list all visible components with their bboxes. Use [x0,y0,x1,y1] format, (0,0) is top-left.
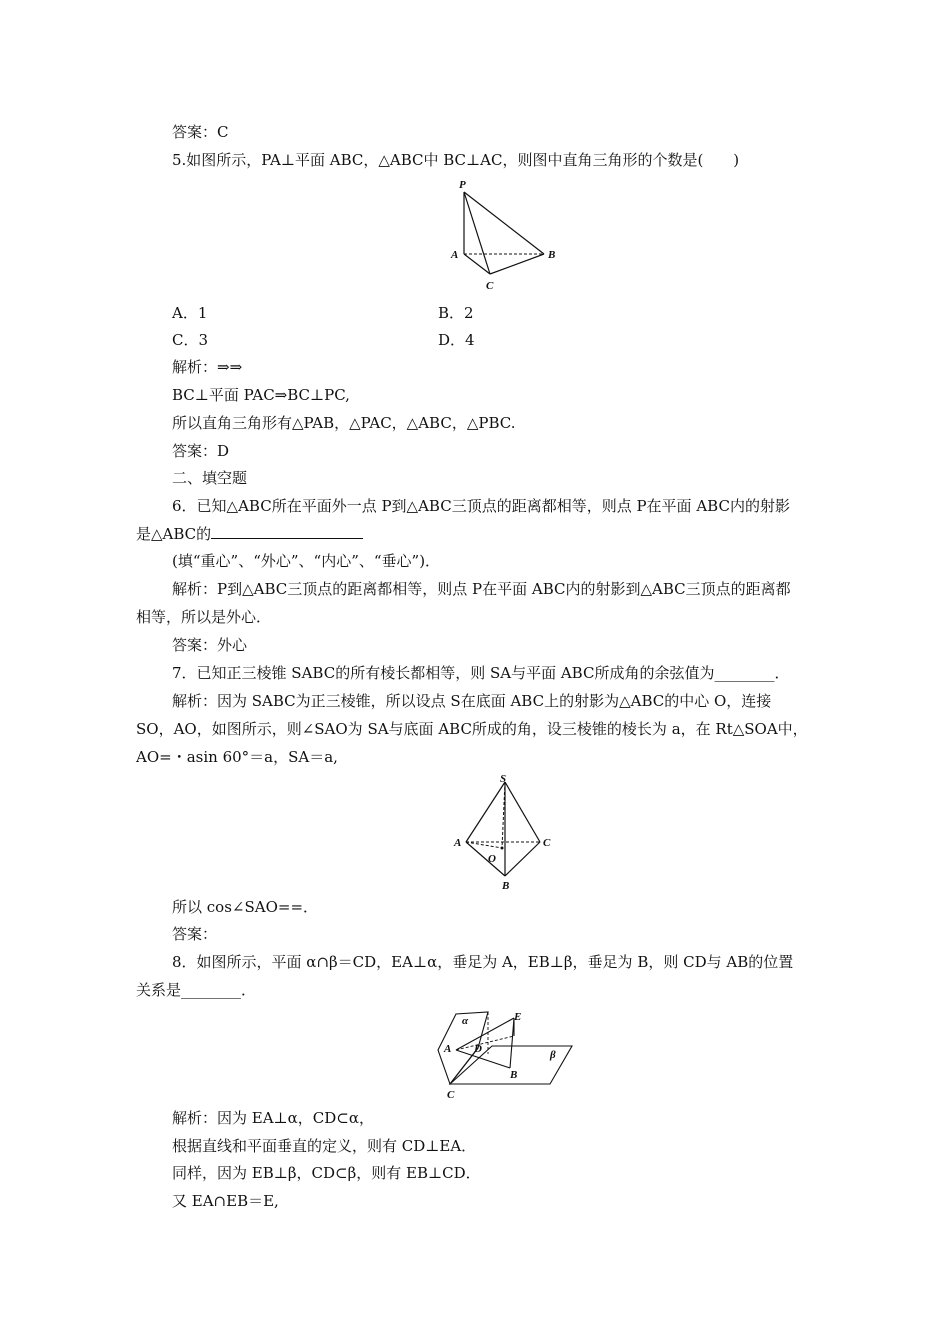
q8-stem-1: 8．如图所示，平面 α∩β＝CD，EA⊥α，垂足为 A，EB⊥β，垂足为 B，则 CD与 AB的位置 [172,953,794,971]
q6-stem-2 [136,524,363,544]
label-beta: β [550,1049,556,1061]
option-a: A．1 [172,304,208,322]
label-d: D [474,1043,482,1055]
q6-stem-1: 6．已知△ABC所在平面外一点 P到△ABC三顶点的距离都相等，则点 P在平面 ABC内的射影 [172,497,790,515]
q5-analysis: 解析：⇒⇒ [172,358,243,376]
label-a: A [451,249,459,261]
q7-conclusion: 所以 cos∠SAO==． [172,898,319,916]
label-s: S [500,773,507,785]
figure-tetrahedron-pabc [446,176,566,294]
option-c: C．3 [172,331,209,349]
label-c: C [543,837,551,849]
label-p: P [459,179,466,191]
label-alpha: α [462,1015,469,1027]
label-a: A [444,1043,452,1055]
label-b: B [548,249,556,261]
q8-stem-2: 关系是________． [136,981,257,999]
label-b: B [510,1069,518,1081]
figure-pyramid-sabc [452,772,556,892]
label-b: B [502,880,510,892]
q8-analysis-4: 又 EA∩EB＝E, [172,1192,279,1210]
q5-stem: 5.如图所示，PA⊥平面 ABC，△ABC中 BC⊥AC，则图中直角三角形的个数是( ) [172,151,740,169]
q5-step-2: 所以直角三角形有△PAB，△PAC，△ABC，△PBC. [172,414,516,432]
label-c: C [447,1089,455,1101]
q6-stem-3: (填“重心”、“外心”、“内心”、“垂心”)． [172,552,441,570]
label-a: A [454,837,462,849]
q7-analysis-2: SO，AO，如图所示，则∠SAO为 SA与底面 ABC所成的角，设三棱锥的棱长为 a，在 Rt△SOA中， [136,720,808,738]
section-heading: 二、填空题 [172,469,248,487]
label-o: O [488,853,496,865]
q6-stem-2-text: 是△ABC的 [136,525,212,543]
figure-planes-alpha-beta [430,1006,575,1101]
label-c: C [486,280,494,292]
q5-answer: 答案：D [172,442,230,460]
q7-stem: 7．已知正三棱锥 SABC的所有棱长都相等，则 SA与平面 ABC所成角的余弦值为________． [172,664,790,682]
option-d: D．4 [438,331,475,349]
q6-answer: 答案：外心 [172,636,248,654]
q4-answer: 答案：C [172,123,229,141]
q8-analysis-2: 根据直线和平面垂直的定义，则有 CD⊥EA． [172,1137,477,1155]
label-e: E [514,1011,522,1023]
q7-analysis-3: AO=・asin 60°＝a，SA＝a, [136,748,338,766]
q7-analysis-1: 解析：因为 SABC为正三棱锥，所以设点 S在底面 ABC上的射影为△ABC的中心 O，连接 [172,692,772,710]
q8-analysis-3: 同样，因为 EB⊥β，CD⊂β，则有 EB⊥CD． [172,1164,481,1182]
q6-analysis-1: 解析：P到△ABC三顶点的距离都相等，则点 P在平面 ABC内的射影到△ABC三顶点的距离都 [172,580,791,598]
q5-step-1: BC⊥平面 PAC⇒BC⊥PC, [172,386,350,404]
q7-answer: 答案： [172,925,218,943]
option-b: B．2 [438,304,474,322]
q6-analysis-2: 相等，所以是外心． [136,608,272,626]
q8-analysis-1: 解析：因为 EA⊥α，CD⊂α， [172,1109,374,1127]
q6-answer-blank[interactable] [211,524,363,539]
